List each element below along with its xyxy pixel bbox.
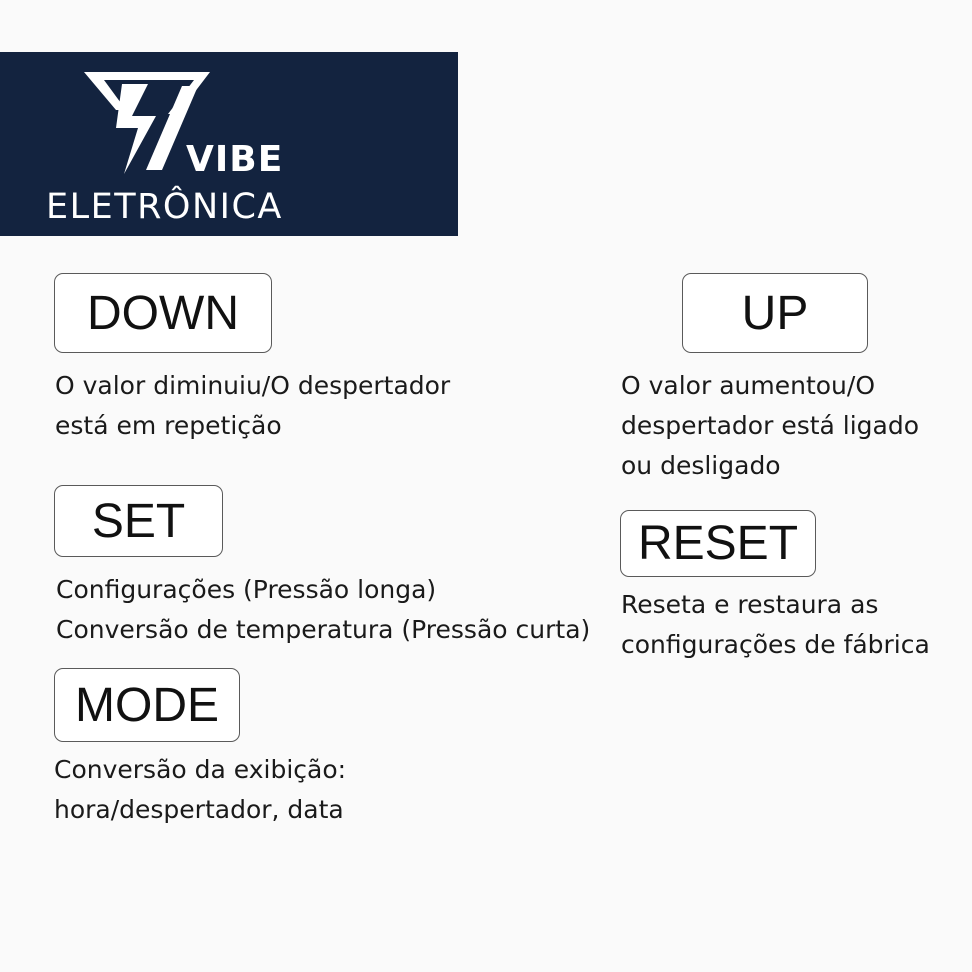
set-description-line: Conversão de temperatura (Pressão curta) [56,615,591,644]
up-button[interactable]: UP [682,273,868,353]
up-description-line: despertador está ligado [621,411,920,440]
up-description-line: ou desligado [621,451,781,480]
mode-description-line: Conversão da exibição: [54,755,347,784]
reset-description [621,585,930,665]
down-description [55,366,450,446]
reset-description-line: configurações de fábrica [621,630,930,659]
set-description-line: Configurações (Pressão longa) [56,575,437,604]
set-button[interactable]: SET [54,485,223,557]
down-description-line: está em repetição [55,411,282,440]
up-description [621,366,919,486]
brand-name: VIBE [186,139,284,180]
mode-button[interactable]: MODE [54,668,240,742]
down-description-line: O valor diminuiu/O despertador [55,371,451,400]
down-button[interactable]: DOWN [54,273,272,353]
set-description [56,570,590,650]
reset-description-line: Reseta e restaura as [621,590,879,619]
up-description-line: O valor aumentou/O [621,371,875,400]
brand-banner [0,52,458,236]
mode-description-line: hora/despertador, data [54,795,344,824]
reset-button[interactable]: RESET [620,510,816,577]
mode-description [54,750,346,830]
brand-subtitle: ELETRÔNICA [46,187,283,227]
